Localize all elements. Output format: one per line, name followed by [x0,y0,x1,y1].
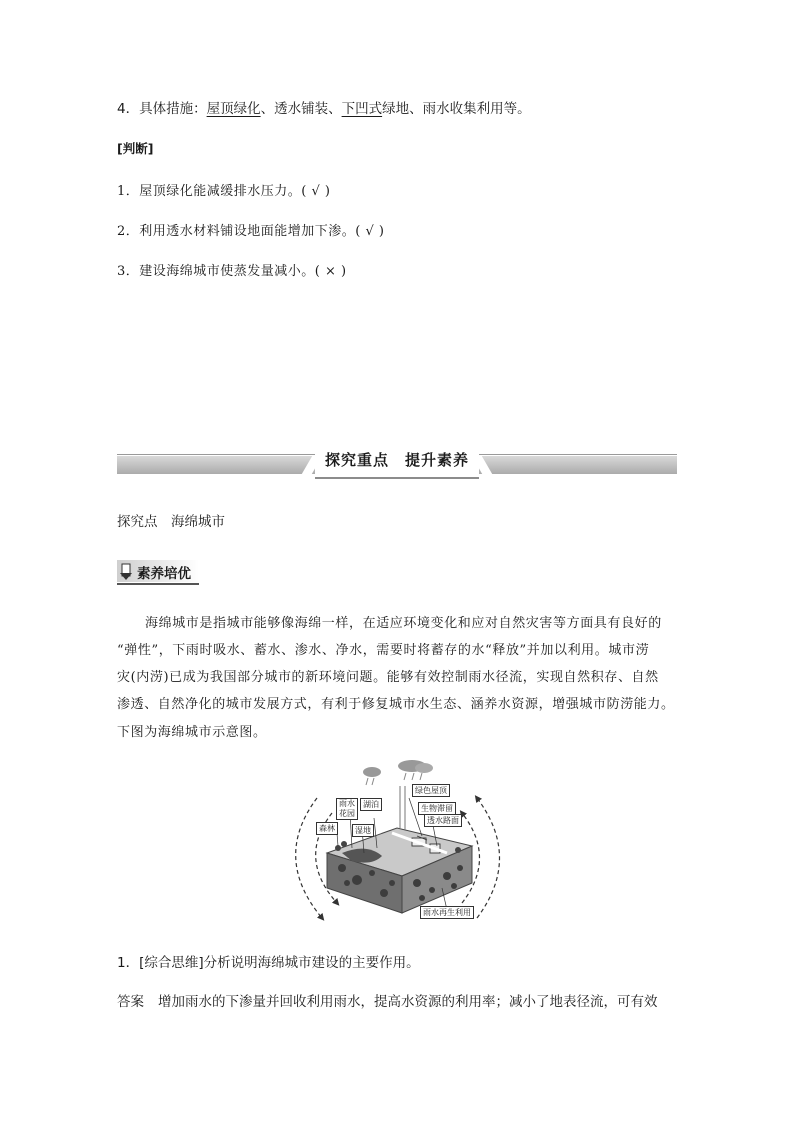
section-banner [117,447,677,477]
judgment-2: 2．利用透水材料铺设地面能增加下渗。( √ ) [117,224,385,239]
badge-label: 素养培优 [137,566,191,582]
banner-title: 探究重点 提升素养 [315,447,479,479]
label-rain-garden [336,798,358,820]
bookmark-icon [119,563,133,581]
badge-underline [117,583,199,585]
measures-sep: 、透水铺装、 [260,101,342,117]
topic-line: 探究点 海绵城市 [117,514,225,530]
measures-number: 4． [117,101,140,117]
label-green-roof: 绿色屋顶 [412,784,450,797]
label-forest: 森林 [316,822,338,835]
measure-sunken: 下凹式 [341,101,383,117]
answer-line [117,990,658,1010]
question-1: 1．[综合思维]分析说明海绵城市建设的主要作用。 [117,955,420,971]
label-lake: 湖泊 [360,798,382,811]
banner-bar-right [477,456,677,474]
sponge-city-illustration [272,758,522,928]
label-wetland: 湿地 [352,824,374,837]
judgment-3: 3．建设海绵城市使蒸发量减小。( × ) [117,264,347,279]
measure-green-roof: 屋顶绿化 [206,101,261,117]
sponge-city-figure [272,758,522,928]
paragraph-line-3: 灾(内涝)已成为我国部分城市的新环境问题。能够有效控制雨水径流，实现自然积存、自然 [117,670,659,685]
label-rain-garden-1: 雨水 [339,799,355,808]
label-bio-retention: 生物滞留 [418,802,456,815]
judge-tag: [判断] [117,141,154,156]
label-rain-garden-2: 花园 [339,809,355,818]
banner-bar-left [117,456,317,474]
label-rain-reuse: 雨水再生利用 [420,906,474,919]
paragraph-line-4: 渗透、自然净化的城市发展方式，有利于修复城市水生态、涵养水资源，增强城市防涝能力。 [117,697,675,712]
judgment-1: 1．屋顶绿化能减缓排水压力。( √ ) [117,184,331,199]
paragraph-line-2: “弹性”，下雨时吸水、蓄水、渗水、净水，需要时将蓄存的水“释放”并加以利用。城市涝 [117,643,650,658]
measures-suffix: 绿地、雨水收集利用等。 [382,101,531,117]
measures-line [117,97,531,117]
answer-label: 答案 [117,994,144,1010]
answer-text: 增加雨水的下渗量并回收利用雨水，提高水资源的利用率；减小了地表径流，可有效 [158,994,658,1010]
label-permeable-road: 透水路面 [424,814,462,827]
literacy-badge [117,560,199,586]
paragraph-line-1: 海绵城市是指城市能够像海绵一样，在适应环境变化和应对自然灾害等方面具有良好的 [145,616,662,631]
measures-prefix: 具体措施： [139,101,207,117]
paragraph-line-5: 下图为海绵城市示意图。 [117,725,267,740]
